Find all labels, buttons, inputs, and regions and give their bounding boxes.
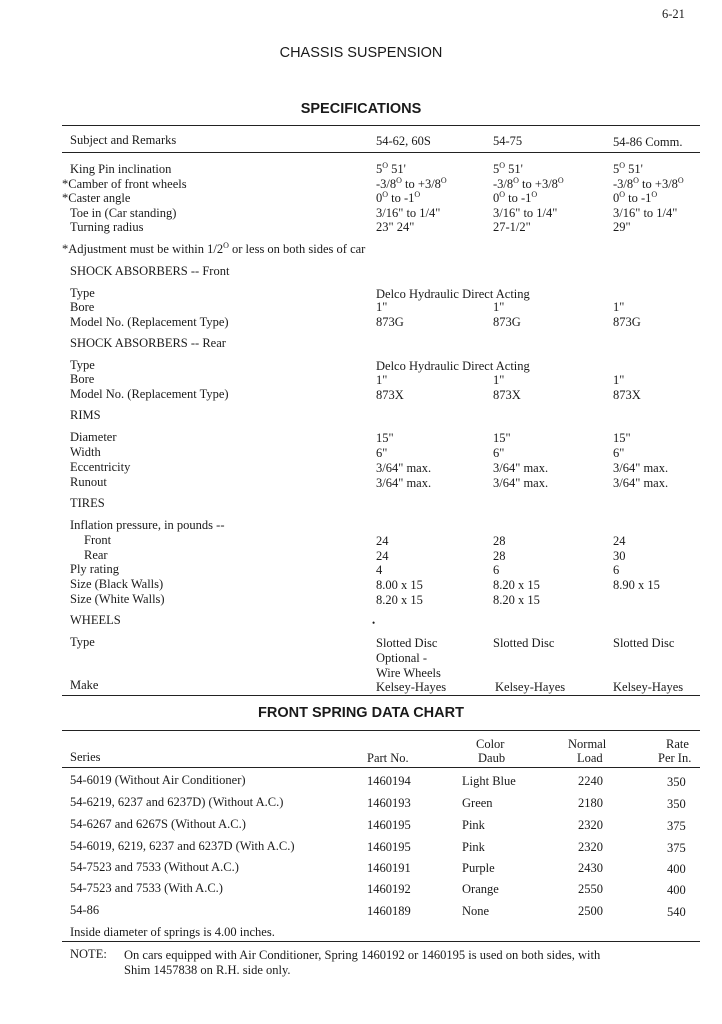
spring-row-color: Pink bbox=[462, 818, 485, 832]
spring-row-color: Pink bbox=[462, 840, 485, 854]
spring-row-rate: 350 bbox=[667, 775, 686, 789]
tires-rear-value: 24 bbox=[376, 549, 389, 563]
spring-row-rate: 540 bbox=[667, 905, 686, 919]
page-number: 6-21 bbox=[662, 7, 685, 21]
rims-width-value: 6" bbox=[493, 446, 505, 460]
camber-value: $-3/8^O$ to $+3/8^O$ bbox=[376, 176, 447, 191]
rims-width-value: 6" bbox=[613, 446, 625, 460]
spring-row-color: None bbox=[462, 904, 490, 918]
spring-header-color: Color bbox=[476, 737, 505, 751]
tires-size-white-value: 8.20 x 15 bbox=[493, 593, 540, 607]
wheels-make-value: Kelsey-Hayes bbox=[613, 680, 684, 694]
spring-row-rate: 350 bbox=[667, 797, 686, 811]
tires-rear-label: Rear bbox=[84, 548, 108, 562]
adjustment-note: *Adjustment must be within $1/2^O$ or less on both sides of car bbox=[62, 241, 366, 256]
spring-row-rate: 400 bbox=[667, 883, 686, 897]
spring-header-load: Normal bbox=[568, 737, 607, 751]
rims-diameter-value: 15" bbox=[613, 431, 631, 445]
shock-front-model-label: Model No. (Replacement Type) bbox=[70, 315, 229, 329]
inside-diameter-note: Inside diameter of springs is 4.00 inches. bbox=[70, 925, 275, 939]
shock-front-heading: SHOCK ABSORBERS -- Front bbox=[70, 264, 230, 278]
tires-inflation-label: Inflation pressure, in pounds -- bbox=[70, 518, 225, 532]
turning-radius-value: 23" 24" bbox=[376, 220, 415, 234]
spring-row-series: 54-6019 (Without Air Conditioner) bbox=[70, 773, 246, 787]
shock-rear-bore-label: Bore bbox=[70, 372, 95, 386]
rims-eccentricity-value: 3/64" max. bbox=[376, 461, 432, 475]
shock-front-type-label: Type bbox=[70, 286, 95, 300]
spring-row-part: 1460194 bbox=[367, 774, 411, 788]
rims-eccentricity-value: 3/64" max. bbox=[493, 461, 549, 475]
shock-front-model-value: 873G bbox=[493, 315, 521, 329]
spring-header-part: Part No. bbox=[367, 751, 409, 765]
spring-row-part: 1460195 bbox=[367, 840, 411, 854]
rims-eccentricity-value: 3/64" max. bbox=[613, 461, 669, 475]
rims-runout-value: 3/64" max. bbox=[376, 476, 432, 490]
rims-diameter-value: 15" bbox=[493, 431, 511, 445]
spring-row-load: 2320 bbox=[578, 840, 603, 854]
specs-bottom-rule bbox=[62, 695, 700, 696]
shock-front-model-value: 873G bbox=[613, 315, 641, 329]
spring-chart-title: FRONT SPRING DATA CHART bbox=[258, 705, 464, 721]
wheels-make-label: Make bbox=[70, 678, 99, 692]
note-label: NOTE: bbox=[70, 947, 107, 961]
tires-heading: TIRES bbox=[70, 496, 105, 510]
rims-heading: RIMS bbox=[70, 408, 101, 422]
column-header-54-86: 54-86 Comm. bbox=[613, 135, 683, 149]
tires-size-white-value: 8.20 x 15 bbox=[376, 593, 423, 607]
spring-row-load: 2180 bbox=[578, 796, 603, 810]
wheels-type-value: Slotted Disc bbox=[613, 636, 675, 650]
toe-in-value: 3/16" to 1/4" bbox=[493, 206, 558, 220]
spring-row-load: 2430 bbox=[578, 861, 603, 875]
note-text: Shim 1457838 on R.H. side only. bbox=[124, 963, 291, 977]
king-pin-label: King Pin inclination bbox=[70, 162, 172, 176]
shock-rear-model-value: 873X bbox=[493, 388, 521, 402]
tires-size-black-value: 8.00 x 15 bbox=[376, 578, 423, 592]
stray-mark-icon: • bbox=[372, 618, 376, 628]
spring-row-color: Purple bbox=[462, 861, 495, 875]
spring-row-part: 1460193 bbox=[367, 796, 411, 810]
rims-runout-value: 3/64" max. bbox=[613, 476, 669, 490]
wheels-make-value: Kelsey-Hayes bbox=[376, 680, 447, 694]
specifications-title: SPECIFICATIONS bbox=[300, 101, 422, 117]
spring-row-series: 54-6019, 6219, 6237 and 6237D (With A.C.) bbox=[70, 839, 295, 853]
shock-rear-model-value: 873X bbox=[613, 388, 641, 402]
tires-ply-value: 4 bbox=[376, 563, 383, 577]
tires-ply-value: 6 bbox=[613, 563, 620, 577]
shock-front-bore-label: Bore bbox=[70, 300, 95, 314]
rims-width-label: Width bbox=[70, 445, 101, 459]
spring-row-color: Orange bbox=[462, 882, 499, 896]
wheels-type-value: Slotted Disc bbox=[493, 636, 555, 650]
spring-row-rate: 375 bbox=[667, 841, 686, 855]
column-header-54-75: 54-75 bbox=[493, 134, 523, 148]
spring-row-load: 2550 bbox=[578, 882, 603, 896]
note-text: On cars equipped with Air Conditioner, Spring 1460192 or 1460195 is used on both sides, with bbox=[124, 948, 601, 962]
spring-row-rate: 400 bbox=[667, 862, 686, 876]
tires-rear-value: 30 bbox=[613, 549, 626, 563]
tires-ply-label: Ply rating bbox=[70, 562, 119, 576]
spring-bottom-rule bbox=[62, 941, 700, 942]
camber-label: *Camber of front wheels bbox=[62, 177, 187, 191]
tires-ply-value: 6 bbox=[493, 563, 500, 577]
spring-header-rule bbox=[62, 767, 700, 768]
tires-size-black-value: 8.20 x 15 bbox=[493, 578, 540, 592]
rims-runout-label: Runout bbox=[70, 475, 107, 489]
shock-front-bore-value: 1" bbox=[376, 300, 388, 314]
spring-row-color: Green bbox=[462, 796, 493, 810]
rims-diameter-value: 15" bbox=[376, 431, 394, 445]
camber-value: $-3/8^O$ to $+3/8^O$ bbox=[613, 176, 684, 191]
spring-row-color: Light Blue bbox=[462, 774, 516, 788]
toe-in-value: 3/16" to 1/4" bbox=[376, 206, 441, 220]
spring-header-load: Load bbox=[577, 751, 603, 765]
king-pin-value: $5^O$ 51' bbox=[613, 161, 643, 176]
spring-row-rate: 375 bbox=[667, 819, 686, 833]
king-pin-value: $5^O$ 51' bbox=[376, 161, 406, 176]
toe-in-value: 3/16" to 1/4" bbox=[613, 206, 678, 220]
wheels-type-value: Optional - bbox=[376, 651, 428, 665]
caster-value: $0^O$ to $-1^O$ bbox=[613, 190, 658, 205]
rims-diameter-label: Diameter bbox=[70, 430, 117, 444]
spring-header-rate: Per In. bbox=[658, 751, 692, 765]
shock-rear-heading: SHOCK ABSORBERS -- Rear bbox=[70, 336, 226, 350]
wheels-make-value: Kelsey-Hayes bbox=[495, 680, 566, 694]
caster-value: $0^O$ to $-1^O$ bbox=[493, 190, 538, 205]
wheels-type-value: Wire Wheels bbox=[376, 666, 441, 680]
column-header-54-62: 54-62, 60S bbox=[376, 134, 431, 148]
spring-row-part: 1460195 bbox=[367, 818, 411, 832]
spring-row-series: 54-6267 and 6267S (Without A.C.) bbox=[70, 817, 246, 831]
shock-front-model-value: 873G bbox=[376, 315, 404, 329]
spring-row-series: 54-7523 and 7533 (With A.C.) bbox=[70, 881, 223, 895]
spring-row-load: 2500 bbox=[578, 904, 603, 918]
rims-eccentricity-label: Eccentricity bbox=[70, 460, 131, 474]
shock-rear-type-label: Type bbox=[70, 358, 95, 372]
shock-rear-type-value: Delco Hydraulic Direct Acting bbox=[376, 359, 530, 373]
spring-row-load: 2320 bbox=[578, 818, 603, 832]
spring-row-part: 1460192 bbox=[367, 882, 411, 896]
camber-value: $-3/8^O$ to $+3/8^O$ bbox=[493, 176, 564, 191]
spring-row-part: 1460191 bbox=[367, 861, 411, 875]
toe-in-label: Toe in (Car standing) bbox=[70, 206, 177, 220]
wheels-heading: WHEELS bbox=[70, 613, 121, 627]
spring-top-rule bbox=[62, 730, 700, 731]
spring-header-rate: Rate bbox=[666, 737, 689, 751]
tires-front-value: 24 bbox=[613, 534, 626, 548]
tires-rear-value: 28 bbox=[493, 549, 506, 563]
spring-row-series: 54-86 bbox=[70, 903, 100, 917]
shock-rear-bore-value: 1" bbox=[376, 373, 388, 387]
shock-rear-model-value: 873X bbox=[376, 388, 404, 402]
specs-top-rule bbox=[62, 125, 700, 126]
spring-header-color: Daub bbox=[478, 751, 506, 765]
shock-front-bore-value: 1" bbox=[493, 300, 505, 314]
turning-radius-value: 29" bbox=[613, 220, 631, 234]
wheels-type-label: Type bbox=[70, 635, 95, 649]
turning-radius-label: Turning radius bbox=[70, 220, 144, 234]
shock-front-type-value: Delco Hydraulic Direct Acting bbox=[376, 287, 530, 301]
spring-row-series: 54-7523 and 7533 (Without A.C.) bbox=[70, 860, 239, 874]
tires-size-black-label: Size (Black Walls) bbox=[70, 577, 164, 591]
tires-front-label: Front bbox=[84, 533, 112, 547]
spring-row-load: 2240 bbox=[578, 774, 603, 788]
caster-value: $0^O$ to $-1^O$ bbox=[376, 190, 421, 205]
shock-rear-bore-value: 1" bbox=[613, 373, 625, 387]
column-header-subject: Subject and Remarks bbox=[70, 133, 177, 147]
tires-size-white-label: Size (White Walls) bbox=[70, 592, 165, 606]
shock-rear-bore-value: 1" bbox=[493, 373, 505, 387]
rims-runout-value: 3/64" max. bbox=[493, 476, 549, 490]
rims-width-value: 6" bbox=[376, 446, 388, 460]
tires-size-black-value: 8.90 x 15 bbox=[613, 578, 660, 592]
specs-header-rule bbox=[62, 152, 700, 153]
turning-radius-value: 27-1/2" bbox=[493, 220, 531, 234]
wheels-type-value: Slotted Disc bbox=[376, 636, 438, 650]
spring-row-part: 1460189 bbox=[367, 904, 411, 918]
tires-front-value: 24 bbox=[376, 534, 389, 548]
shock-front-bore-value: 1" bbox=[613, 300, 625, 314]
king-pin-value: $5^O$ 51' bbox=[493, 161, 523, 176]
shock-rear-model-label: Model No. (Replacement Type) bbox=[70, 387, 229, 401]
tires-front-value: 28 bbox=[493, 534, 506, 548]
spring-header-series: Series bbox=[70, 750, 101, 764]
caster-label: *Caster angle bbox=[62, 191, 131, 205]
spring-row-series: 54-6219, 6237 and 6237D) (Without A.C.) bbox=[70, 795, 284, 809]
section-title: CHASSIS SUSPENSION bbox=[279, 45, 443, 61]
